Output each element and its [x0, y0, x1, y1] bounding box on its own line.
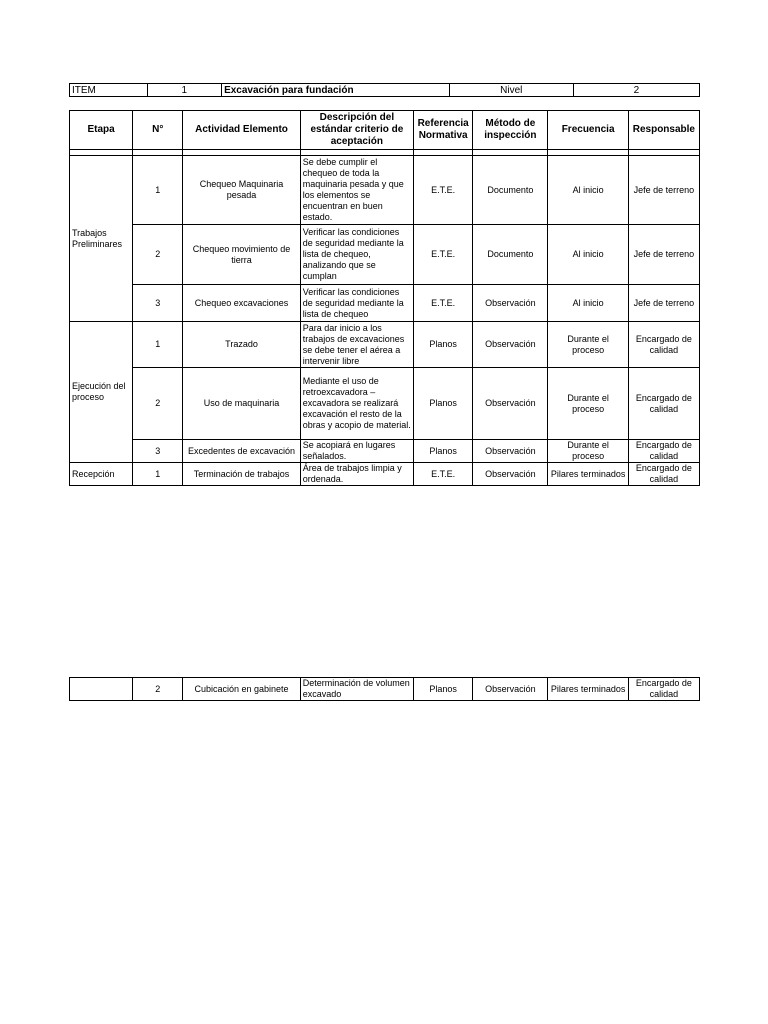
row-method: Documento: [473, 156, 548, 225]
row-responsible: Jefe de terreno: [628, 156, 699, 225]
row-activity: Uso de maquinaria: [183, 368, 300, 440]
row-frequency: Durante el proceso: [548, 322, 628, 368]
row-frequency: Durante el proceso: [548, 368, 628, 440]
row-method: Documento: [473, 225, 548, 285]
row-reference: Planos: [414, 322, 473, 368]
table-row: [70, 678, 700, 701]
row-method: Observación: [473, 463, 548, 486]
row-responsible: Jefe de terreno: [628, 285, 699, 322]
row-activity: Excedentes de excavación: [183, 440, 300, 463]
row-number: 1: [133, 463, 183, 486]
row-responsible: Encargado de calidad: [628, 440, 699, 463]
row-description: Verificar las condiciones de seguridad mediante la lista de chequeo, analizando que se cumplan: [300, 225, 413, 285]
row-number: 2: [133, 368, 183, 440]
row-number: 1: [133, 156, 183, 225]
row-activity: Chequeo excavaciones: [183, 285, 300, 322]
table-row: [70, 285, 700, 322]
row-number: 1: [133, 322, 183, 368]
row-number: 3: [133, 285, 183, 322]
row-frequency: Pilares terminados: [548, 463, 628, 486]
row-description: Determinación de volumen excavado: [300, 678, 413, 701]
col-header-metodo: Método de inspección: [473, 111, 548, 150]
row-frequency: Pilares terminados: [548, 678, 628, 701]
row-number: 3: [133, 440, 183, 463]
row-description: Se acopiará en lugares señalados.: [300, 440, 413, 463]
row-reference: Planos: [414, 440, 473, 463]
row-activity: Terminación de trabajos: [183, 463, 300, 486]
nivel-value: 2: [573, 84, 699, 97]
table-row: [70, 225, 700, 285]
item-label: ITEM: [70, 84, 148, 97]
col-header-actividad: Actividad Elemento: [183, 111, 300, 150]
col-header-frecuencia: Frecuencia: [548, 111, 628, 150]
item-header-row: [70, 84, 700, 97]
row-reference: E.T.E.: [414, 225, 473, 285]
row-activity: Trazado: [183, 322, 300, 368]
row-reference: Planos: [414, 368, 473, 440]
row-number: 2: [133, 225, 183, 285]
row-responsible: Jefe de terreno: [628, 225, 699, 285]
row-description: Para dar inicio a los trabajos de excavaciones se debe tener el aérea a intervenir libre: [300, 322, 413, 368]
row-responsible: Encargado de calidad: [628, 463, 699, 486]
table-row: [70, 156, 700, 225]
row-activity: Chequeo Maquinaria pesada: [183, 156, 300, 225]
row-activity: Chequeo movimiento de tierra: [183, 225, 300, 285]
row-method: Observación: [473, 285, 548, 322]
row-number: 2: [133, 678, 183, 701]
row-description: Mediante el uso de retroexcavadora – excavadora se realizará excavación el resto de la obras y acopio de material.: [300, 368, 413, 440]
table-row: [70, 463, 700, 486]
row-method: Observación: [473, 678, 548, 701]
stage-cell: Recepción: [70, 463, 133, 486]
stage-cell: Ejecución del proceso: [70, 322, 133, 463]
col-header-responsable: Responsable: [628, 111, 699, 150]
item-title: Excavación para fundación: [222, 84, 450, 97]
item-header-table: [69, 83, 700, 97]
stage-cell: Trabajos Preliminares: [70, 156, 133, 322]
col-header-numero: N°: [133, 111, 183, 150]
row-frequency: Al inicio: [548, 156, 628, 225]
nivel-label: Nivel: [449, 84, 573, 97]
row-frequency: Durante el proceso: [548, 440, 628, 463]
row-description: Se debe cumplir el chequeo de toda la maquinaria pesada y que los elementos se encuentran en buen estado.: [300, 156, 413, 225]
table-header-row: [70, 111, 700, 150]
table-row: [70, 368, 700, 440]
row-reference: E.T.E.: [414, 156, 473, 225]
col-header-referencia: Referencia Normativa: [414, 111, 473, 150]
row-responsible: Encargado de calidad: [628, 322, 699, 368]
inspection-table: [69, 110, 700, 486]
item-number: 1: [147, 84, 221, 97]
row-responsible: Encargado de calidad: [628, 678, 699, 701]
table-row: [70, 322, 700, 368]
row-frequency: Al inicio: [548, 285, 628, 322]
row-description: Área de trabajos limpia y ordenada.: [300, 463, 413, 486]
row-reference: Planos: [414, 678, 473, 701]
row-method: Observación: [473, 322, 548, 368]
row-method: Observación: [473, 368, 548, 440]
col-header-etapa: Etapa: [70, 111, 133, 150]
stage-cell: [70, 678, 133, 701]
row-frequency: Al inicio: [548, 225, 628, 285]
row-responsible: Encargado de calidad: [628, 368, 699, 440]
row-activity: Cubicación en gabinete: [183, 678, 300, 701]
row-method: Observación: [473, 440, 548, 463]
table-row: [70, 440, 700, 463]
row-description: Verificar las condiciones de seguridad mediante la lista de chequeo: [300, 285, 413, 322]
row-reference: E.T.E.: [414, 463, 473, 486]
col-header-descripcion: Descripción del estándar criterio de aceptación: [300, 111, 413, 150]
continuation-table: [69, 677, 700, 701]
row-reference: E.T.E.: [414, 285, 473, 322]
